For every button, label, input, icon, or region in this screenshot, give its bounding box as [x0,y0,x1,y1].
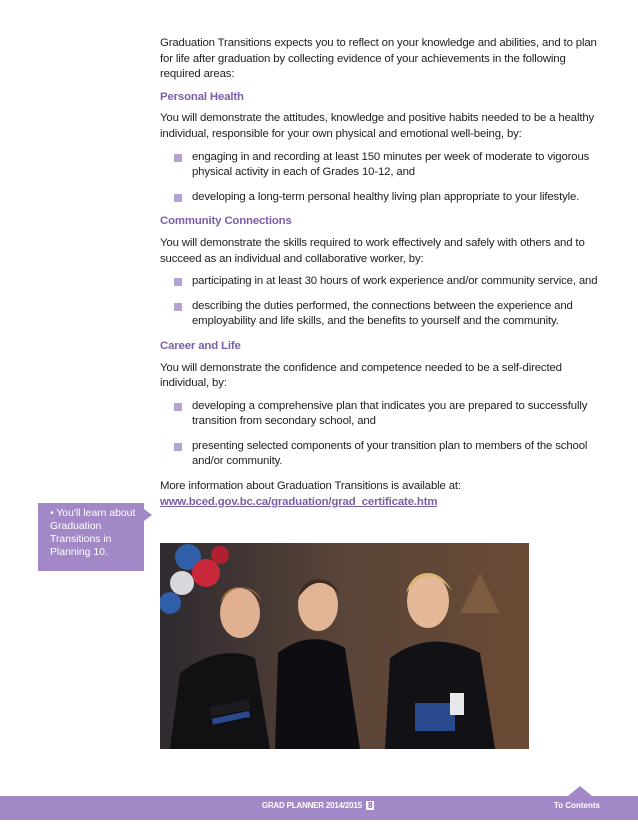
list-item: presenting selected components of your transition plan to members of the school and/or community. [174,439,605,470]
bullet-list [174,399,605,470]
grad-certificate-link[interactable]: www.bced.gov.bc.ca/graduation/grad_certificate.htm [160,495,438,508]
footer-label-group [0,801,638,810]
section-text: You will demonstrate the confidence and competence needed to be a self-directed individual, by: [160,361,562,390]
to-contents-link[interactable]: To Contents [553,801,600,810]
list-item: developing a long-term personal healthy living plan appropriate to your lifestyle. [174,190,605,206]
bullet-list [174,274,605,330]
page-footer [0,796,638,820]
list-item: participating in at least 30 hours of work experience and/or community service, and [174,274,605,290]
square-bullet-icon [174,154,182,162]
graduates-photo [160,543,529,749]
sidebar-note: • You'll learn about Graduation Transitions in Planning 10. [38,503,144,571]
list-item: developing a comprehensive plan that indicates you are prepared to successfully transition from secondary school, and [174,399,605,430]
footer-label: GRAD PLANNER 2014/2015 [261,801,362,810]
main-content [160,36,605,510]
section-career-and-life [160,339,605,470]
square-bullet-icon [174,403,182,411]
page-number: 8 [367,801,373,810]
more-info-text: More information about Graduation Transitions is available at: [160,480,461,493]
section-text: You will demonstrate the skills required to work effectively and safely with others and to succeed as an individual and collaborative worker, by: [160,236,585,265]
square-bullet-icon [174,443,182,451]
intro-paragraph: Graduation Transitions expects you to reflect on your knowledge and abilities, and to plan for life after graduation by collecting evidence of your achievements in the following required areas: [160,37,597,81]
list-item: describing the duties performed, the connections between the experience and employability and life skills, and the benefits to yourself and the community. [174,299,605,330]
bullet-list [174,150,605,206]
square-bullet-icon [174,278,182,286]
section-text: You will demonstrate the attitudes, knowledge and positive habits needed to be a healthy individual, responsible for your own physical and emotional well-being, by: [160,112,595,140]
section-personal-health [160,90,605,206]
section-community-connections [160,214,605,330]
square-bullet-icon [174,194,182,202]
section-heading: Personal Health [160,90,244,103]
graduates-photo-illustration [160,543,529,749]
section-heading: Community Connections [160,215,292,228]
section-heading: Career and Life [160,339,241,352]
square-bullet-icon [174,303,182,311]
footer-tab [568,786,592,796]
list-item: engaging in and recording at least 150 minutes per week of moderate to vigorous physical activity in each of Grades 10-12, and [174,150,605,181]
